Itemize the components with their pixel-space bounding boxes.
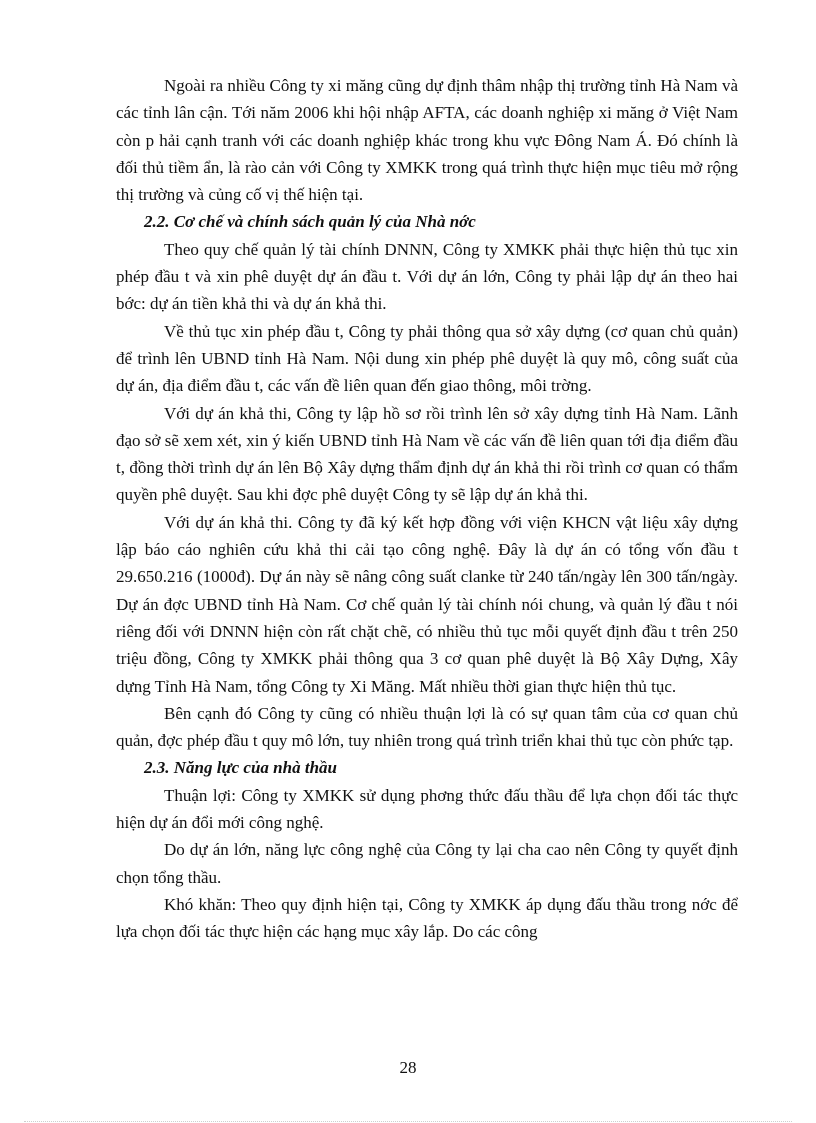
paragraph-financial-regulation: Theo quy chế quản lý tài chính DNNN, Công ty XMKK phải thực hiện thủ tục xin phép đầu t và xin phê duyệt dự án đầu t. Với dự án lớn, Công ty phải lập dự án theo hai bớc: dự án tiền khả thi và dự án khả thi. xyxy=(116,239,738,314)
section-heading-2-2: 2.2. Cơ chế và chính sách quản lý của Nhà nớc xyxy=(144,212,476,232)
page-number: 28 xyxy=(399,1058,417,1077)
paragraph-contractor-difficulty: Khó khăn: Theo quy định hiện tại, Công ty XMKK áp dụng đấu thầu trong nớc để lựa chọn đối tác thực hiện các hạng mục xây lắp. Do các công xyxy=(116,894,738,942)
paragraph-competitors: Ngoài ra nhiều Công ty xi măng cũng dự định thâm nhập thị trường tỉnh Hà Nam và các tỉnh lân cận. Tới năm 2006 khi hội nhập AFTA, các doanh nghiệp xi măng ở Việt Nam còn p hải cạnh tranh với các doanh nghiệp khác trong khu vực Đông Nam Á. Đó chính là đối thủ tiềm ẩn, là rào cản với Công ty XMKK trong quá trình thực hiện mục tiêu mở rộng thị trường và củng cố vị thế hiện tại. xyxy=(116,76,738,205)
section-heading-2-3: 2.3. Năng lực của nhà thầu xyxy=(144,758,337,778)
paragraph-feasibility-approval: Với dự án khả thi, Công ty lập hồ sơ rồi trình lên sở xây dựng tỉnh Hà Nam. Lãnh đạo sở sẽ xem xét, xin ý kiến UBND tỉnh Hà Nam về các vấn đề liên quan tới địa điểm đầu t, đồng thời trình dự án lên Bộ Xây dựng thẩm định dự án khả thi rồi trình cơ quan có thẩm quyền phê duyệt. Sau khi đợc phê duyệt Công ty sẽ lập dự án khả thi. xyxy=(116,403,738,505)
paragraph-feasibility-project: Với dự án khả thi. Công ty đã ký kết hợp đồng với viện KHCN vật liệu xây dựng lập báo cáo nghiên cứu khả thi cải tạo công nghệ. Đây là dự án có tổng vốn đầu t 29.650.216 (1000đ). Dự án này sẽ nâng công suất clanke từ 240 tấn/ngày lên 300 tấn/ngày. Dự án đợc UBND tỉnh Hà Nam. Cơ chế quản lý tài chính nói chung, và quản lý đầu t nói riêng đối với DNNN hiện còn rất chặt chẽ, có nhiều thủ tục mỗi quyết định đầu t trên 250 triệu đồng, Công ty XMKK phải thông qua 3 cơ quan phê duyệt là Bộ Xây Dựng, Xây dựng Tỉnh Hà Nam, tổng Công ty Xi Măng. Mất nhiều thời gian thực hiện thủ tục. xyxy=(116,512,738,696)
paragraph-investment-permit: Về thủ tục xin phép đầu t, Công ty phải thông qua sở xây dựng (cơ quan chủ quản) để trình lên UBND tỉnh Hà Nam. Nội dung xin phép phê duyệt là quy mô, công suất của dự án, địa điểm đầu t, các vấn đề liên quan đến giao thông, môi trờng. xyxy=(116,321,738,396)
page-bottom-divider xyxy=(24,1121,792,1122)
page-body xyxy=(116,72,738,946)
paragraph-general-contractor: Do dự án lớn, năng lực công nghệ của Công ty lại cha cao nên Công ty quyết định chọn tổng thầu. xyxy=(116,840,738,887)
paragraph-contractor-advantage: Thuận lợi: Công ty XMKK sử dụng phơng thức đấu thầu để lựa chọn đối tác thực hiện dự án đổi mới công nghệ. xyxy=(116,785,738,833)
paragraph-advantages: Bên cạnh đó Công ty cũng có nhiều thuận lợi là có sự quan tâm của cơ quan chủ quản, đợc phép đầu t quy mô lớn, tuy nhiên trong quá trình triển khai thủ tục còn phức tạp. xyxy=(116,703,738,751)
